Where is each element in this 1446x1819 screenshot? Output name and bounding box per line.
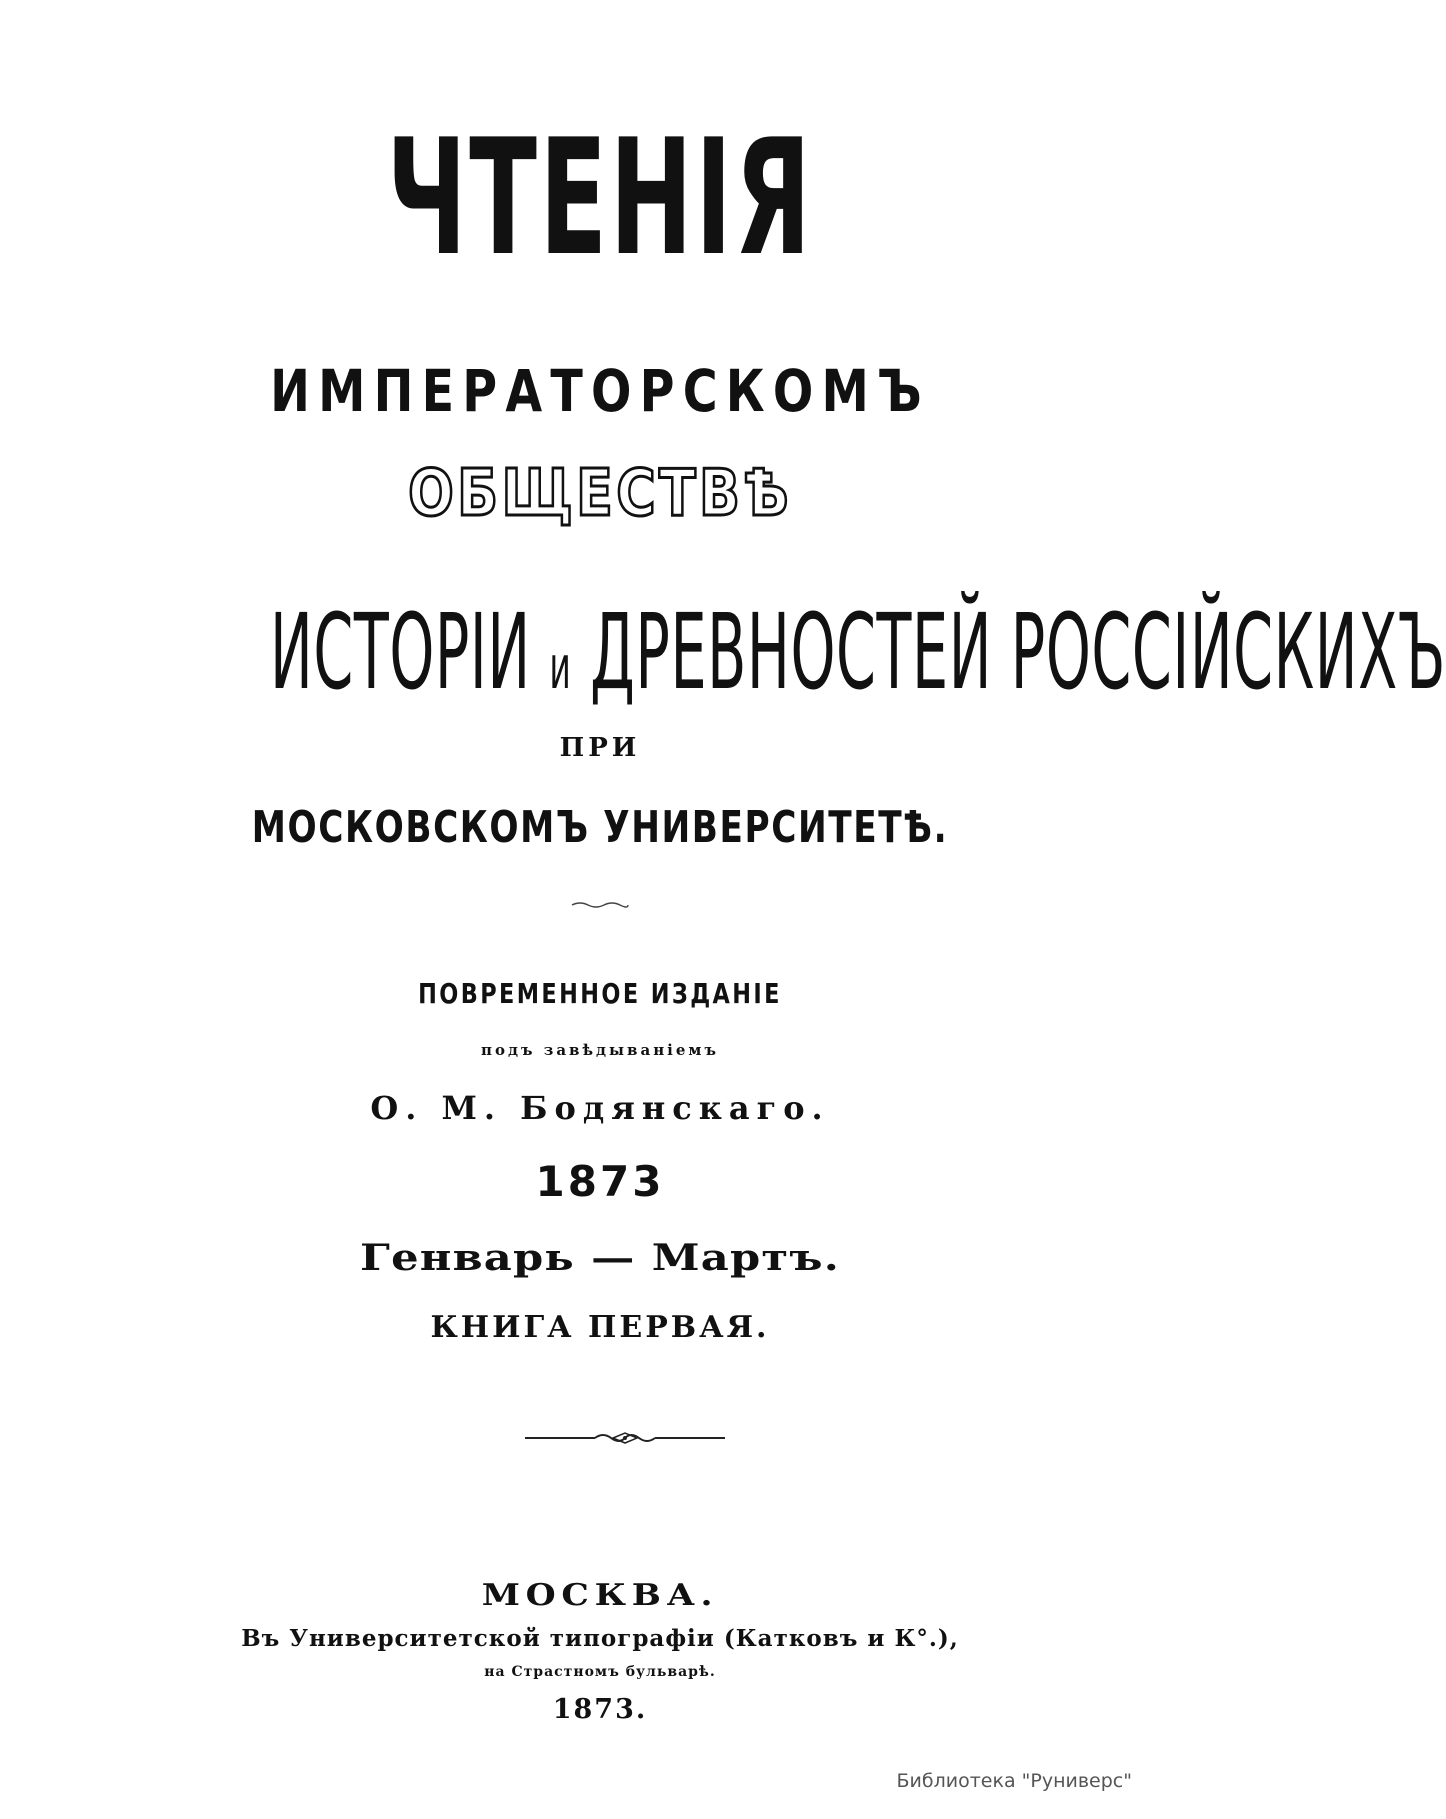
editor-name: О. М. Бодянскаго. bbox=[370, 1089, 830, 1127]
book-number: КНИГА ПЕРВАЯ. bbox=[430, 1310, 770, 1345]
main-title: ЧТЕНІЯ bbox=[386, 104, 814, 291]
edition-months: Генварь — Мартъ. bbox=[360, 1237, 840, 1279]
small-ornament-divider bbox=[0, 897, 1200, 911]
subtitle-history bbox=[270, 591, 1446, 713]
edition-line: ПОВРЕМЕННОЕ ИЗДАНІЕ bbox=[418, 977, 782, 1010]
printing-house: Въ Университетской типографіи (Катковъ и К°.), bbox=[241, 1625, 959, 1652]
ornament-divider-icon bbox=[525, 1430, 725, 1446]
printing-house-address: на Страстномъ бульварѣ. bbox=[484, 1664, 716, 1680]
under-editorship-line: подъ завѣдываніемъ bbox=[481, 1041, 719, 1059]
subtitle-history-part-a: ИСТОРІИ bbox=[270, 591, 531, 713]
city-name: МОСКВА. bbox=[481, 1578, 719, 1613]
subtitle-university: МОСКОВСКОМЪ УНИВЕРСИТЕТѢ. bbox=[251, 802, 949, 853]
small-ornament-icon bbox=[570, 900, 630, 908]
subtitle-history-conjunction: и bbox=[549, 633, 572, 703]
library-watermark: Библиотека "Руниверс" bbox=[896, 1770, 1132, 1792]
publication-year: 1873. bbox=[552, 1694, 648, 1725]
subtitle-history-part-b: ДРЕВНОСТЕЙ РОССІЙСКИХЪ bbox=[590, 591, 1446, 713]
subtitle-pri: ПРИ bbox=[559, 733, 641, 763]
edition-year: 1873 bbox=[535, 1157, 665, 1206]
subtitle-imperial: ИМПЕРАТОРСКОМЪ bbox=[270, 357, 930, 425]
subtitle-society: ОБЩЕСТВѢ bbox=[408, 457, 792, 531]
